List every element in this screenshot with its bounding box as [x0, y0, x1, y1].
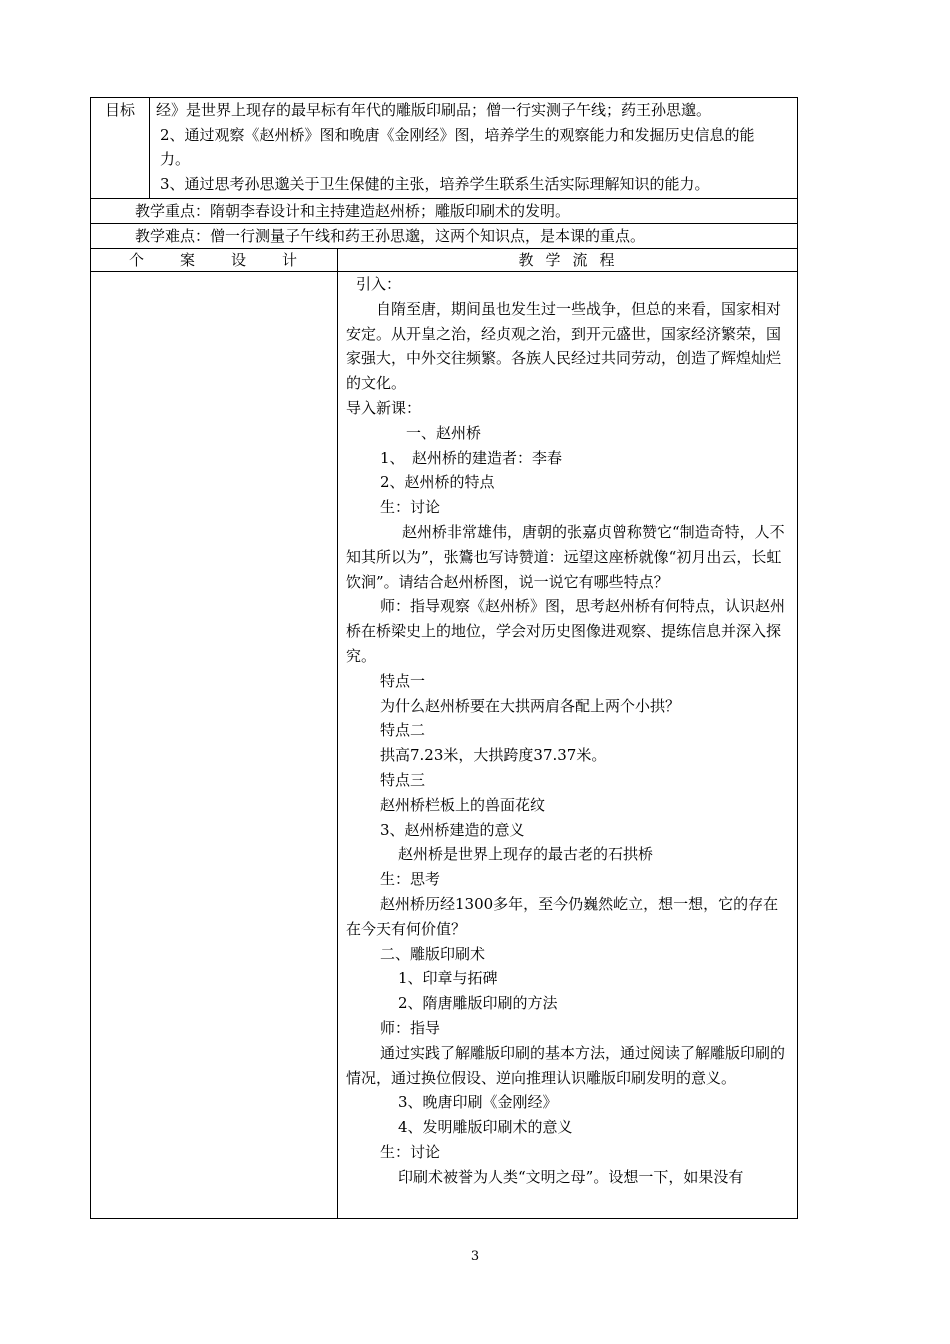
flow-line: 1、 赵州桥的建造者：李春	[380, 448, 563, 467]
flow-line: 生：讨论	[380, 498, 441, 517]
flow-line: 赵州桥历经1300多年，至今仍巍然屹立，想一想，它的存在在今天有何价值？	[346, 894, 779, 938]
goals-cell	[150, 98, 798, 199]
flow-line: 特点一	[380, 671, 426, 690]
flow-line: 3、赵州桥建造的意义	[380, 820, 525, 839]
flow-line: 赵州桥非常雄伟，唐朝的张嘉贞曾称赞它“制造奇特，人不知其所以为”，张鷟也写诗赞道：远望这座桥就像“初月出云，长虹饮涧”。请结合赵州桥图，说一说它有哪些特点？	[346, 522, 785, 591]
header-char: 流	[572, 251, 590, 269]
header-char: 计	[282, 251, 300, 269]
flow-line: 导入新课：	[346, 398, 422, 417]
individual-design-header	[91, 249, 338, 272]
flow-line: 2、隋唐雕版印刷的方法	[398, 994, 558, 1013]
flow-line: 4、发明雕版印刷术的意义	[398, 1118, 573, 1137]
key-point-row	[91, 199, 798, 224]
flow-line: 赵州桥栏板上的兽面花纹	[380, 795, 546, 814]
flow-line: 生：讨论	[380, 1142, 441, 1161]
header-char: 个	[128, 251, 146, 269]
goal-line: 3、通过思考孙思邈关于卫生保健的主张，培养学生联系生活实际理解知识的能力。	[160, 174, 710, 193]
flow-line: 一、赵州桥	[406, 423, 482, 442]
teaching-flow-cell	[338, 272, 798, 1219]
teaching-flow-header	[338, 249, 798, 272]
column-header-row	[91, 249, 798, 272]
flow-line: 自隋至唐，期间虽也发生过一些战争，但总的来看，国家相对安定。从开皇之治，经贞观之治，到开元盛世，国家经济繁荣，国家强大，中外交往频繁。各族人民经过共同劳动，创造了辉煌灿烂的文化。	[346, 299, 782, 393]
difficult-point-row	[91, 224, 798, 249]
flow-line: 2、赵州桥的特点	[380, 473, 495, 492]
teaching-flow-body	[346, 272, 791, 1189]
header-char: 教	[518, 251, 536, 269]
goals-label: 目标	[91, 98, 150, 199]
page-number: 3	[470, 1249, 480, 1264]
flow-line: 拱高7.23米，大拱跨度37.37米。	[380, 746, 607, 765]
header-char: 程	[599, 251, 617, 269]
goals-row	[91, 98, 798, 199]
flow-line: 特点三	[380, 770, 426, 789]
content-row	[91, 272, 798, 1219]
flow-line: 1、印章与拓碑	[398, 969, 498, 988]
flow-line: 印刷术被誉为人类“文明之母”。设想一下，如果没有	[398, 1167, 744, 1186]
flow-line: 师：指导	[380, 1018, 441, 1037]
header-char: 案	[179, 251, 197, 269]
individual-design-cell	[91, 272, 338, 1219]
header-char: 设	[231, 251, 249, 269]
flow-line: 赵州桥是世界上现存的最古老的石拱桥	[398, 845, 654, 864]
flow-line: 师：指导观察《赵州桥》图，思考赵州桥有何特点，认识赵州桥在桥梁史上的地位，学会对历史图像进观察、提练信息并深入探究。	[346, 597, 786, 665]
difficult-point: 教学难点：僧一行测量子午线和药王孙思邈，这两个知识点，是本课的重点。	[91, 224, 798, 249]
flow-line: 生：思考	[380, 870, 441, 889]
flow-line: 为什么赵州桥要在大拱两肩各配上两个小拱？	[380, 696, 681, 715]
goal-line: 经》是世界上现存的最早标有年代的雕版印刷品；僧一行实测子午线；药王孙思邈。	[156, 101, 712, 119]
flow-line: 通过实践了解雕版印刷的基本方法，通过阅读了解雕版印刷的情况，通过换位假设、逆向推理认识雕版印刷发明的意义。	[346, 1043, 786, 1087]
header-char: 学	[545, 251, 563, 269]
lesson-plan-table	[90, 97, 798, 1219]
flow-line: 二、雕版印刷术	[380, 944, 486, 963]
flow-line: 引入：	[356, 275, 402, 293]
goal-line: 2、通过观察《赵州桥》图和晚唐《金刚经》图，培养学生的观察能力和发掘历史信息的能	[160, 125, 755, 144]
key-point: 教学重点：隋朝李春设计和主持建造赵州桥；雕版印刷术的发明。	[91, 199, 798, 224]
flow-line: 3、晚唐印刷《金刚经》	[398, 1093, 558, 1112]
goal-line: 力。	[160, 150, 191, 168]
flow-line: 特点二	[380, 721, 426, 740]
